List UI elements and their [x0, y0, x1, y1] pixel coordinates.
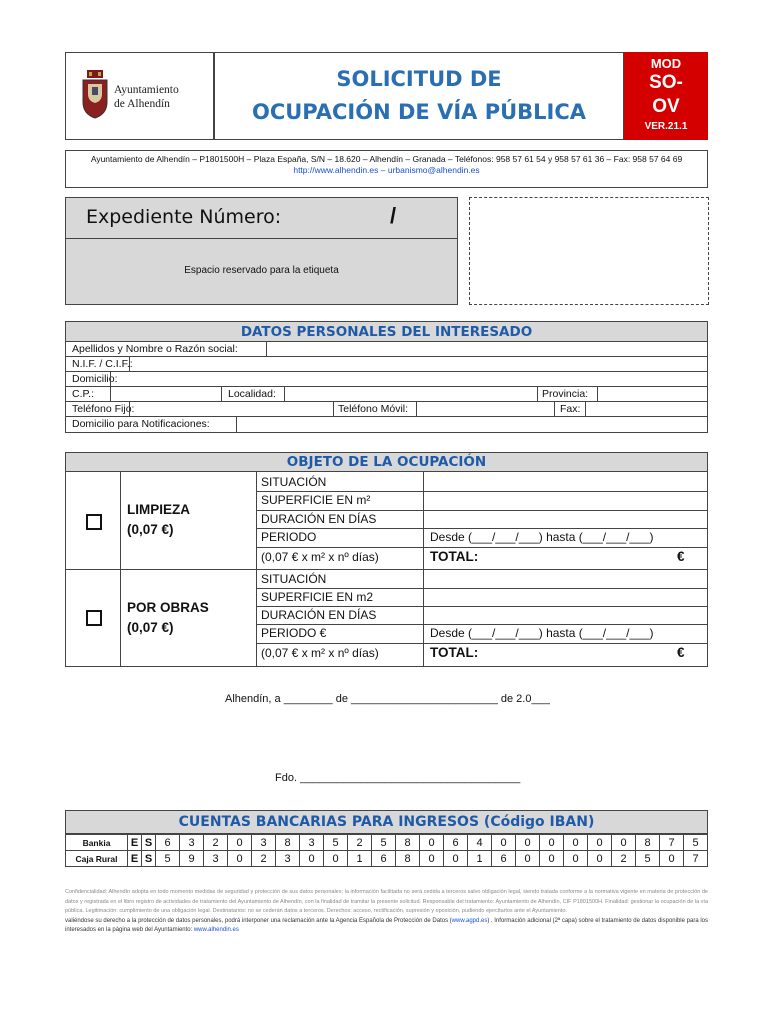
- iban-digit-cell: 0: [324, 851, 348, 867]
- legal-paragraph-3: valiéndose su derecho a la protección de datos personales, podrá interponer una reclamación ante la Agencia Española de Protección de Datos: [65, 917, 449, 924]
- limpieza-title: LIMPIEZA: [127, 502, 190, 517]
- limpieza-situacion-label: SITUACIÓN: [261, 475, 327, 489]
- iban-digit-cell: 6: [492, 851, 516, 867]
- iban-country-cell: S: [142, 835, 156, 851]
- mod-code-line2: OV: [652, 96, 680, 117]
- iban-digit-cell: 0: [588, 851, 612, 867]
- cp-field[interactable]: [111, 387, 221, 401]
- coat-of-arms-icon: [80, 70, 110, 120]
- iban-digit-cell: 3: [252, 835, 276, 851]
- date-line[interactable]: Alhendín, a ________ de ________________________ de 2.0___: [225, 693, 550, 705]
- bank-name: Bankia: [66, 835, 128, 851]
- iban-country-cell: E: [128, 851, 142, 867]
- provincia-field[interactable]: [598, 387, 707, 401]
- iban-digit-cell: 3: [276, 851, 300, 867]
- iban-digit-cell: 8: [636, 835, 660, 851]
- section-bank-accounts: CUENTAS BANCARIAS PARA INGRESOS (Código IBAN): [65, 810, 708, 834]
- occupation-limpieza: [65, 472, 708, 570]
- label-space-note: Espacio reservado para la etiqueta: [184, 265, 339, 276]
- limpieza-periodo-label: PERIODO: [261, 530, 317, 544]
- row-apellidos: [65, 342, 708, 357]
- occupation-obras: [65, 570, 708, 667]
- iban-digit-cell: 0: [228, 835, 252, 851]
- iban-digit-cell: 8: [276, 835, 300, 851]
- iban-digit-cell: 9: [180, 851, 204, 867]
- iban-digit-cell: 0: [540, 835, 564, 851]
- iban-digit-cell: 8: [396, 835, 420, 851]
- iban-digit-cell: 7: [660, 835, 684, 851]
- iban-digit-cell: 0: [228, 851, 252, 867]
- iban-row: [66, 851, 708, 867]
- provincia-label: Provincia:: [542, 388, 589, 400]
- obras-checkbox[interactable]: [86, 610, 102, 626]
- limpieza-checkbox[interactable]: [86, 514, 102, 530]
- limpieza-price: (0,07 €): [127, 522, 174, 537]
- iban-digit-cell: 0: [420, 835, 444, 851]
- obras-formula-label: (0,07 € x m² x nº días): [261, 646, 379, 660]
- domicilio-notif-field[interactable]: [237, 417, 707, 432]
- fax-field[interactable]: [586, 402, 707, 416]
- obras-total-field[interactable]: [490, 644, 670, 664]
- limpieza-date-range[interactable]: Desde (___/___/___) hasta (___/___/___): [430, 530, 654, 544]
- iban-digit-cell: 5: [684, 835, 708, 851]
- obras-superficie-label: SUPERFICIE EN m2: [261, 590, 374, 604]
- section-occupation: OBJETO DE LA OCUPACIÓN: [65, 452, 708, 472]
- obras-duracion-label: DURACIÓN EN DÍAS: [261, 608, 377, 622]
- row-cp-localidad: [65, 387, 708, 402]
- obras-periodo-label: PERIODO €: [261, 626, 327, 640]
- iban-digit-cell: 1: [348, 851, 372, 867]
- limpieza-total-label: TOTAL:: [430, 549, 479, 564]
- label-placeholder-area: [469, 197, 709, 305]
- obras-date-range[interactable]: Desde (___/___/___) hasta (___/___/___): [430, 626, 654, 640]
- apellidos-field[interactable]: [267, 342, 707, 356]
- bank-name: Caja Rural: [66, 851, 128, 867]
- iban-country-cell: S: [142, 851, 156, 867]
- iban-country-cell: E: [128, 835, 142, 851]
- section-personal-data: DATOS PERSONALES DEL INTERESADO: [65, 321, 708, 342]
- signature-line[interactable]: Fdo. ____________________________________: [275, 772, 521, 784]
- form-title: [214, 52, 624, 140]
- iban-digit-cell: 4: [468, 835, 492, 851]
- obras-price: (0,07 €): [127, 620, 174, 635]
- iban-digit-cell: 0: [612, 835, 636, 851]
- row-domicilio-notificaciones: [65, 417, 708, 433]
- row-nif: [65, 357, 708, 372]
- row-domicilio: [65, 372, 708, 387]
- iban-digit-cell: 1: [468, 851, 492, 867]
- fax-label: Fax:: [560, 403, 581, 415]
- obras-situacion-label: SITUACIÓN: [261, 572, 327, 586]
- iban-digit-cell: 6: [444, 835, 468, 851]
- limpieza-formula-label: (0,07 € x m² x nº días): [261, 550, 379, 564]
- iban-digit-cell: 5: [324, 835, 348, 851]
- limpieza-currency: €: [677, 549, 685, 564]
- obras-currency: €: [677, 645, 685, 660]
- model-code-box: [624, 52, 708, 140]
- iban-digit-cell: 5: [156, 851, 180, 867]
- iban-digit-cell: 6: [372, 851, 396, 867]
- iban-table: [65, 834, 708, 867]
- iban-digit-cell: 0: [300, 851, 324, 867]
- address-box: [65, 150, 708, 188]
- iban-digit-cell: 0: [540, 851, 564, 867]
- apellidos-label: Apellidos y Nombre o Razón social:: [72, 343, 238, 355]
- iban-row: [66, 835, 708, 851]
- domicilio-notif-label: Domicilio para Notificaciones:: [72, 418, 210, 430]
- iban-digit-cell: 0: [564, 835, 588, 851]
- obras-title: POR OBRAS: [127, 600, 209, 615]
- limpieza-total-field[interactable]: [490, 548, 670, 568]
- localidad-label: Localidad:: [228, 388, 276, 400]
- domicilio-label: Domicilio:: [72, 373, 118, 385]
- iban-digit-cell: 0: [420, 851, 444, 867]
- row-telefonos: [65, 402, 708, 417]
- telefono-movil-field[interactable]: [417, 402, 554, 416]
- legal-notice: Confidencialidad: Alhendín adopta en todo momento medidas de seguridad y protección de sus datos personales; la información facilitada no será cedida a terceros salvo obligación legal, siendo tratada conforme a la normativa vigente en materia de protección de datos y registrada en el libro registro de actividades de tratamiento del Ayuntamiento de Alhendín, con la finalidad de tramitar la presente solicitud. Responsable del tratamiento: Ayuntamiento de Alhendín, CIF P1801500H. Finalidad: gestionar la ocupación de la vía pública. Legitimación: cumplimiento de una obligación legal. Destinatarios: no se cederán datos a terceros. Derechos: acceso, rectificación, supresión y oposición, pudiendo ejercitarlos ante el Ayuntamiento. valiéndose su derecho a la protección de datos personales, podrá interponer una reclamación ante la Agencia Española de Protección de Datos (www.agpd.es) . Información adicional (2ª capa) sobre el tratamiento de datos disponible para los interesados en la página web del Ayuntamiento: www.alhendin.es: [65, 889, 709, 933]
- expediente-label: Expediente Número:: [86, 206, 282, 228]
- iban-digit-cell: 3: [300, 835, 324, 851]
- agpd-link[interactable]: www.agpd.es: [451, 917, 488, 924]
- iban-digit-cell: 0: [564, 851, 588, 867]
- address-links[interactable]: http://www.alhendin.es – urbanismo@alhendin.es: [293, 165, 480, 175]
- iban-digit-cell: 0: [516, 835, 540, 851]
- telefono-fijo-label: Teléfono Fijo:: [72, 403, 135, 415]
- iban-digit-cell: 0: [492, 835, 516, 851]
- telefono-fijo-field[interactable]: [130, 402, 333, 416]
- iban-digit-cell: 0: [660, 851, 684, 867]
- obras-total-label: TOTAL:: [430, 645, 479, 660]
- iban-digit-cell: 3: [204, 851, 228, 867]
- mod-label: MOD: [650, 56, 682, 71]
- title-line2: OCUPACIÓN DE VÍA PÚBLICA: [251, 100, 587, 124]
- iban-digit-cell: 0: [444, 851, 468, 867]
- limpieza-superficie-label: SUPERFICIE EN m²: [261, 493, 371, 507]
- iban-digit-cell: 0: [588, 835, 612, 851]
- logo-text-line2: de Alhendín: [114, 98, 170, 110]
- limpieza-duracion-label: DURACIÓN EN DÍAS: [261, 512, 377, 526]
- address-text: Ayuntamiento de Alhendín – P1801500H – Plaza España, S/N – 18.620 – Alhendín – Granada – Teléfonos: 958 57 61 54 y 958 57 61 36 – Fax: 958 57 64 69: [90, 154, 683, 164]
- iban-digit-cell: 8: [396, 851, 420, 867]
- iban-digit-cell: 2: [612, 851, 636, 867]
- iban-digit-cell: 2: [252, 851, 276, 867]
- legal-paragraph-2: Responsable del tratamiento: Ayuntamiento de Alhendín, CIF P1801500H. Finalidad: gestionar la ocupación de la vía pública. Legitimación: cumplimiento de una obligación legal. Destinatarios: no se cederán datos a terceros. Derechos: acceso, rectificación, supresión y oposición, pudiendo ejercitarlos ante el Ayuntamiento.: [65, 898, 709, 914]
- nif-field[interactable]: [130, 357, 707, 371]
- nif-label: N.I.F. / C.I.F.:: [72, 358, 133, 370]
- localidad-field[interactable]: [285, 387, 537, 401]
- logo-text-line1: Ayuntamiento: [114, 84, 179, 96]
- iban-digit-cell: 3: [180, 835, 204, 851]
- version-label: VER.21.1: [644, 121, 688, 132]
- expediente-slash: /: [390, 203, 397, 228]
- legal-paragraph-3-tail: . Información adicional (2ª capa) sobre el tratamiento de datos disponible para los interesados en la página web del Ayuntamiento:: [65, 917, 709, 933]
- iban-digit-cell: 0: [516, 851, 540, 867]
- iban-digit-cell: 2: [204, 835, 228, 851]
- iban-digit-cell: 2: [348, 835, 372, 851]
- iban-digit-cell: 5: [372, 835, 396, 851]
- domicilio-field[interactable]: [111, 372, 707, 386]
- cp-label: C.P.:: [72, 388, 94, 400]
- legal-paragraph-1: Confidencialidad: Alhendín adopta en todo momento medidas de seguridad y protección de sus datos personales; la información facilitada no será cedida a terceros salvo obligación legal, siendo tratada conforme a la normativa vigente en materia de protección de datos y registrada en el libro registro de actividades de tratamiento del Ayuntamiento de Alhendín, con la finalidad de tramitar la presente solicitud.: [65, 889, 708, 905]
- title-line1: SOLICITUD DE: [336, 67, 502, 91]
- iban-digit-cell: 7: [684, 851, 708, 867]
- iban-digit-cell: 5: [636, 851, 660, 867]
- mod-code-line1: SO-: [649, 72, 683, 93]
- iban-digit-cell: 6: [156, 835, 180, 851]
- alhendin-link[interactable]: www.alhendin.es: [193, 927, 239, 933]
- telefono-movil-label: Teléfono Móvil:: [338, 403, 409, 415]
- logo-box: [65, 52, 214, 140]
